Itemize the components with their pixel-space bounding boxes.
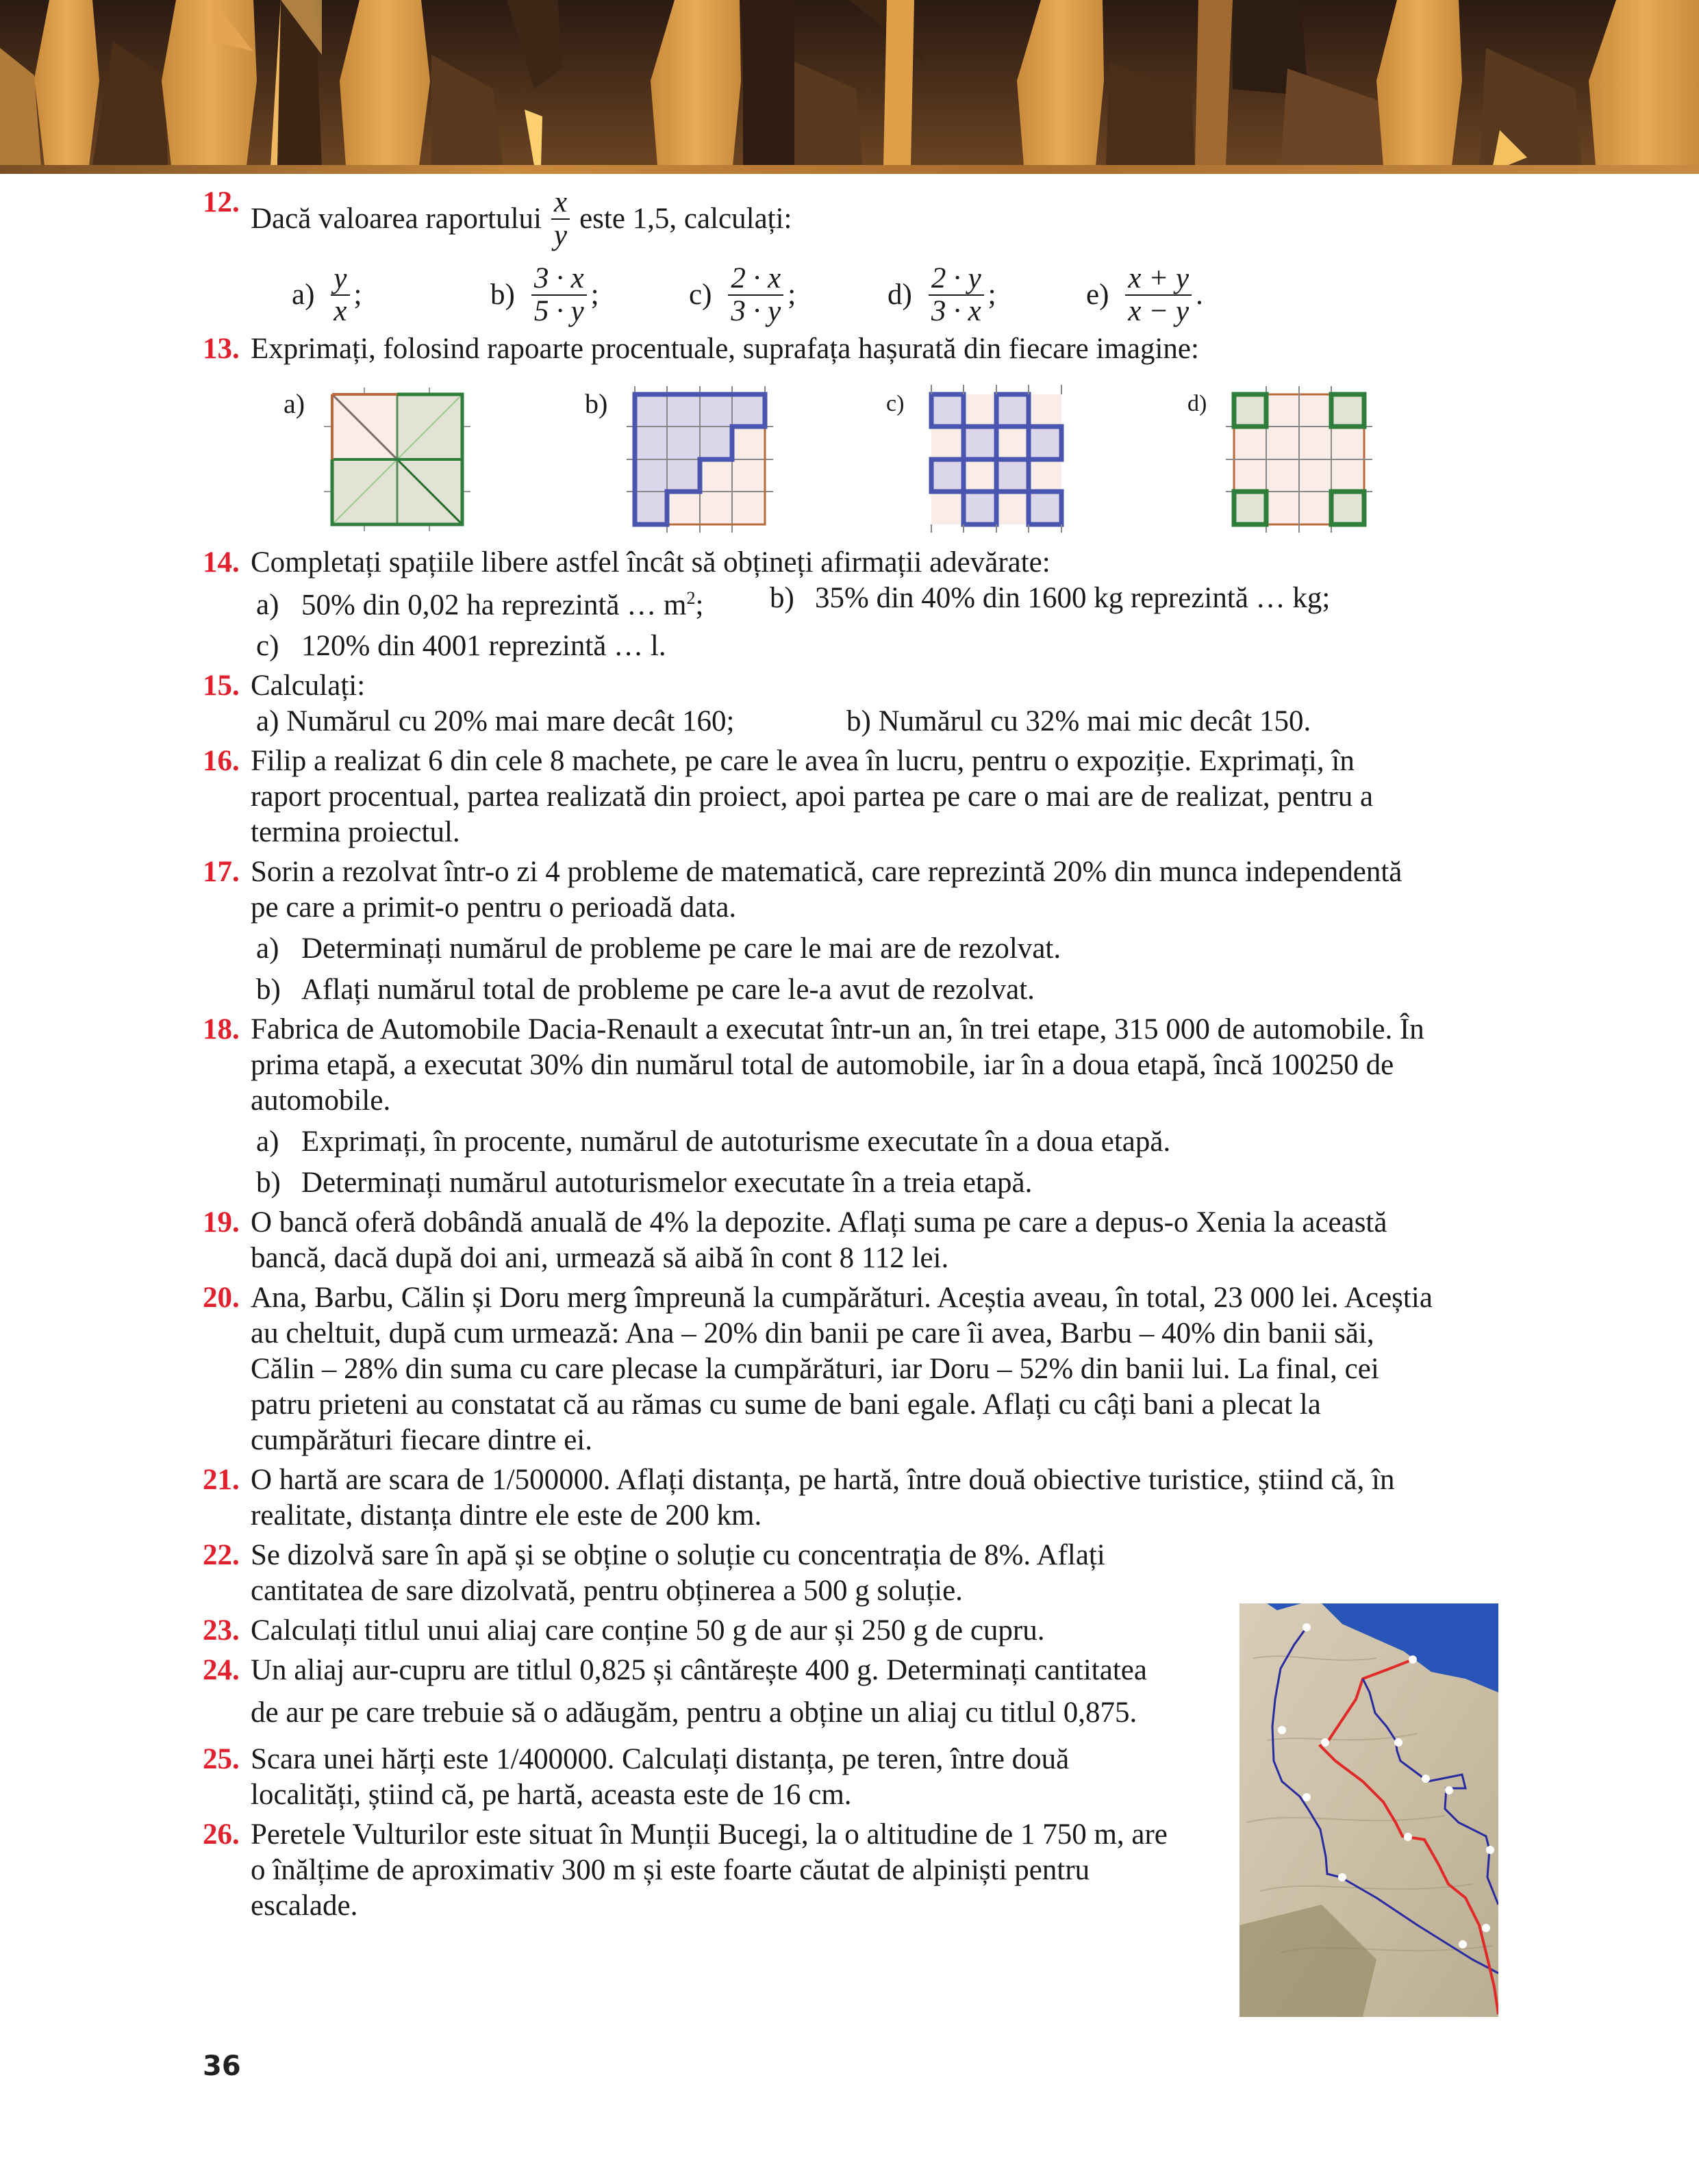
item-label: b) (770, 582, 794, 614)
figure-label: b) (585, 388, 608, 419)
item-label: c) (256, 630, 279, 663)
checkerboard-grid-figure (918, 381, 1075, 538)
problem-text: Fabrica de Automobile Dacia-Renault a executat într-un an, în trei etape, 315 000 de automobile. În (251, 1013, 1424, 1046)
item-b: b) Numărul cu 32% mai mic decât 150. (846, 705, 1311, 738)
problem-text: o înălțime de aproximativ 300 m și este foarte căutat de alpiniști pentru (251, 1854, 1090, 1887)
problem-25 (203, 1742, 1216, 1813)
denominator: 3 · x (931, 295, 981, 327)
figure-a (284, 381, 585, 538)
problem-text: Calculați titlul unui aliaj care conține 50 g de aur și 250 g de cupru. (251, 1614, 1045, 1647)
fraction-item-c (689, 263, 888, 327)
numerator: y (331, 263, 349, 296)
punct: ; (987, 279, 996, 311)
problem-text: Exprimați, folosind rapoarte procentuale, suprafața hașurată din fiecare imagine: (251, 333, 1199, 365)
denominator: y (553, 219, 568, 251)
problem-text: O hartă are scara de 1/500000. Aflați distanța, pe hartă, între două obiective turistice, știind că, în (251, 1464, 1395, 1497)
problem-number: 16. (203, 745, 240, 778)
problem-text: bancă, dacă după doi ani, urmează să aibă în cont 8 112 lei. (251, 1242, 949, 1275)
problem-number: 17. (203, 856, 240, 889)
item-label: b) (256, 974, 281, 1006)
staircase-grid-figure (621, 381, 779, 538)
problem-26 (203, 1817, 1216, 1924)
fraction (929, 263, 984, 327)
header-strip (0, 165, 1699, 174)
sub-item-a (251, 1124, 1500, 1160)
punct: ; (590, 279, 599, 311)
problem-24 (203, 1653, 1216, 1731)
punct: ; (695, 589, 704, 622)
denominator: x − y (1128, 295, 1190, 327)
fraction-list (292, 263, 1500, 327)
item-label: a) (256, 932, 279, 965)
sub-items (251, 704, 1500, 739)
corner-squares-grid-figure (1220, 381, 1378, 538)
figure-b (585, 381, 886, 538)
figure-label: c) (886, 391, 905, 416)
numerator: x (551, 187, 570, 220)
figure-c (886, 381, 1187, 538)
figure-label: d) (1187, 391, 1207, 416)
problem-text: este 1,5, calculați: (579, 203, 792, 235)
item-label: b) (490, 279, 515, 311)
problem-number: 15. (203, 670, 240, 702)
item-text: 120% din 4001 reprezintă … l. (301, 630, 666, 663)
numerator: x + y (1125, 263, 1192, 296)
problem-number: 20. (203, 1282, 240, 1315)
problem-text: Se dizolvă sare în apă și se obține o soluție cu concentrația de 8%. Aflați (251, 1539, 1105, 1572)
problem-number: 13. (203, 333, 240, 365)
fraction (331, 263, 349, 327)
problem-text: Dacă valoarea raportului (251, 203, 542, 235)
problem-13 (203, 331, 1500, 538)
item-text: Aflați numărul total de probleme pe care le-a avut de rezolvat. (301, 974, 1035, 1006)
problem-text: Sorin a rezolvat într-o zi 4 probleme de matematică, care reprezintă 20% din munca independentă (251, 856, 1402, 889)
problem-text: de aur pe care trebuie să o adăugăm, pentru a obține un aliaj cu titlul 0,875. (251, 1697, 1137, 1729)
item-label: a) (292, 279, 315, 311)
sub-item-a (251, 931, 1500, 967)
fraction-item-a (292, 263, 490, 327)
problem-20 (203, 1280, 1500, 1458)
punct: ; (788, 279, 796, 311)
item-label: c) (689, 279, 712, 311)
problem-number: 23. (203, 1614, 240, 1647)
superscript: 2 (686, 588, 696, 608)
problem-text: prima etapă, a executat 30% din numărul total de automobile, iar în a doua etapă, încă 100250 de (251, 1049, 1394, 1082)
problem-15 (203, 668, 1500, 739)
problem-text: O bancă oferă dobândă anuală de 4% la depozite. Aflați suma pe care a depus-o Xenia la această (251, 1206, 1387, 1239)
problem-number: 18. (203, 1013, 240, 1046)
denominator: 3 · y (731, 295, 781, 327)
problem-16 (203, 744, 1500, 850)
sub-item-c (251, 628, 1500, 664)
punct: . (1196, 279, 1203, 311)
square-diagonals-figure (318, 381, 476, 538)
problem-text: automobile. (251, 1084, 391, 1117)
fraction-item-d (888, 263, 1086, 327)
problem-text: Filip a realizat 6 din cele 8 machete, pe care le avea în lucru, pentru o expoziție. Exprimați, în (251, 745, 1355, 778)
item-text: Determinați numărul de probleme pe care le mai are de rezolvat. (301, 932, 1061, 965)
rock-wall-image (1239, 1603, 1498, 2017)
problem-number: 19. (203, 1206, 240, 1239)
golden-prisms-image (0, 0, 1699, 166)
item-a: a) Numărul cu 20% mai mare decât 160; (256, 705, 735, 738)
denominator: x (333, 295, 347, 327)
problem-text: termina proiectul. (251, 816, 460, 849)
item-text: Determinați numărul autoturismelor executate în a treia etapă. (301, 1167, 1033, 1199)
sub-item-b (251, 1165, 1500, 1201)
problem-number: 12. (203, 186, 240, 218)
figure-d (1187, 381, 1489, 538)
punct: ; (353, 279, 362, 311)
item-label: a) (256, 1126, 279, 1158)
item-text: 50% din 0,02 ha reprezintă … m (301, 589, 687, 622)
item-label: d) (888, 279, 912, 311)
problem-text: Peretele Vulturilor este situat în Munții Bucegi, la o altitudine de 1 750 m, are (251, 1818, 1168, 1851)
item-label: a) (256, 589, 279, 622)
header-banner (0, 0, 1699, 166)
fraction-item-e (1086, 263, 1285, 327)
problem-number: 25. (203, 1743, 240, 1776)
problem-19 (203, 1205, 1500, 1276)
problem-text: realitate, distanța dintre ele este de 200 km. (251, 1499, 762, 1532)
problem-text: cumpărături fiecare dintre ei. (251, 1424, 592, 1457)
sub-item-ab (251, 581, 1500, 623)
problem-number: 14. (203, 546, 240, 579)
problem-text: Un aliaj aur-cupru are titlul 0,825 și cântărește 400 g. Determinați cantitatea (251, 1654, 1147, 1687)
problem-text: escalade. (251, 1890, 358, 1922)
problem-23 (203, 1613, 1216, 1649)
problem-text: raport procentual, partea realizată din proiect, apoi partea pe care o mai are de realizat, pentru a (251, 780, 1374, 813)
sub-item-b (251, 972, 1500, 1008)
fraction (531, 263, 587, 327)
denominator: 5 · y (533, 295, 584, 327)
problem-17 (203, 854, 1500, 1008)
problem-number: 26. (203, 1818, 240, 1851)
problem-text: Completați spațiile libere astfel încât să obțineți afirmații adevărate: (251, 546, 1050, 579)
problem-text: Ana, Barbu, Călin și Doru merg împreună la cumpărături. Aceștia aveau, în total, 23 000 lei. Aceștia (251, 1282, 1433, 1315)
fraction-item-b (490, 263, 689, 327)
problem-number: 22. (203, 1539, 240, 1572)
figure-row (284, 381, 1500, 538)
fraction (1125, 263, 1192, 327)
problem-text: au cheltuit, după cum urmează: Ana – 20% din banii pe care îi avea, Barbu – 40% din banii săi, (251, 1317, 1374, 1350)
numerator: 3 · x (531, 263, 587, 296)
problem-21 (203, 1462, 1500, 1534)
item-label: b) (256, 1167, 281, 1199)
problem-text: Călin – 28% din suma cu care plecase la cumpărături, iar Doru – 52% din banii lui. La final, cei (251, 1353, 1379, 1386)
figure-label: a) (284, 388, 305, 419)
numerator: 2 · y (929, 263, 984, 296)
climbing-routes-photo (1239, 1603, 1498, 2017)
fraction (728, 263, 783, 327)
problem-text: patru prieteni au constatat că au rămas cu sume de bani egale. Aflați cu câți bani a plecat la (251, 1388, 1321, 1421)
page-number: 36 (203, 2050, 241, 2082)
item-text: Exprimați, în procente, numărul de autoturisme executate în a doua etapă. (301, 1126, 1171, 1158)
problem-14 (203, 545, 1500, 664)
problem-text: Scara unei hărți este 1/400000. Calculați distanța, pe teren, între două (251, 1743, 1070, 1776)
problem-text: Calculați: (251, 670, 366, 702)
problem-18 (203, 1012, 1500, 1201)
item-label: e) (1086, 279, 1109, 311)
ratio-fraction (551, 187, 570, 251)
problem-text: localități, știind că, pe hartă, aceasta este de 16 cm. (251, 1779, 852, 1812)
numerator: 2 · x (728, 263, 783, 296)
problem-number: 21. (203, 1464, 240, 1497)
problem-text: pe care a primit-o pentru o perioadă data. (251, 891, 737, 924)
problem-text: cantitatea de sare dizolvată, pentru obținerea a 500 g soluție. (251, 1575, 963, 1608)
item-text: 35% din 40% din 1600 kg reprezintă … kg; (815, 582, 1331, 614)
problem-22 (203, 1538, 1216, 1609)
problem-12 (203, 185, 1500, 327)
problem-number: 24. (203, 1654, 240, 1687)
